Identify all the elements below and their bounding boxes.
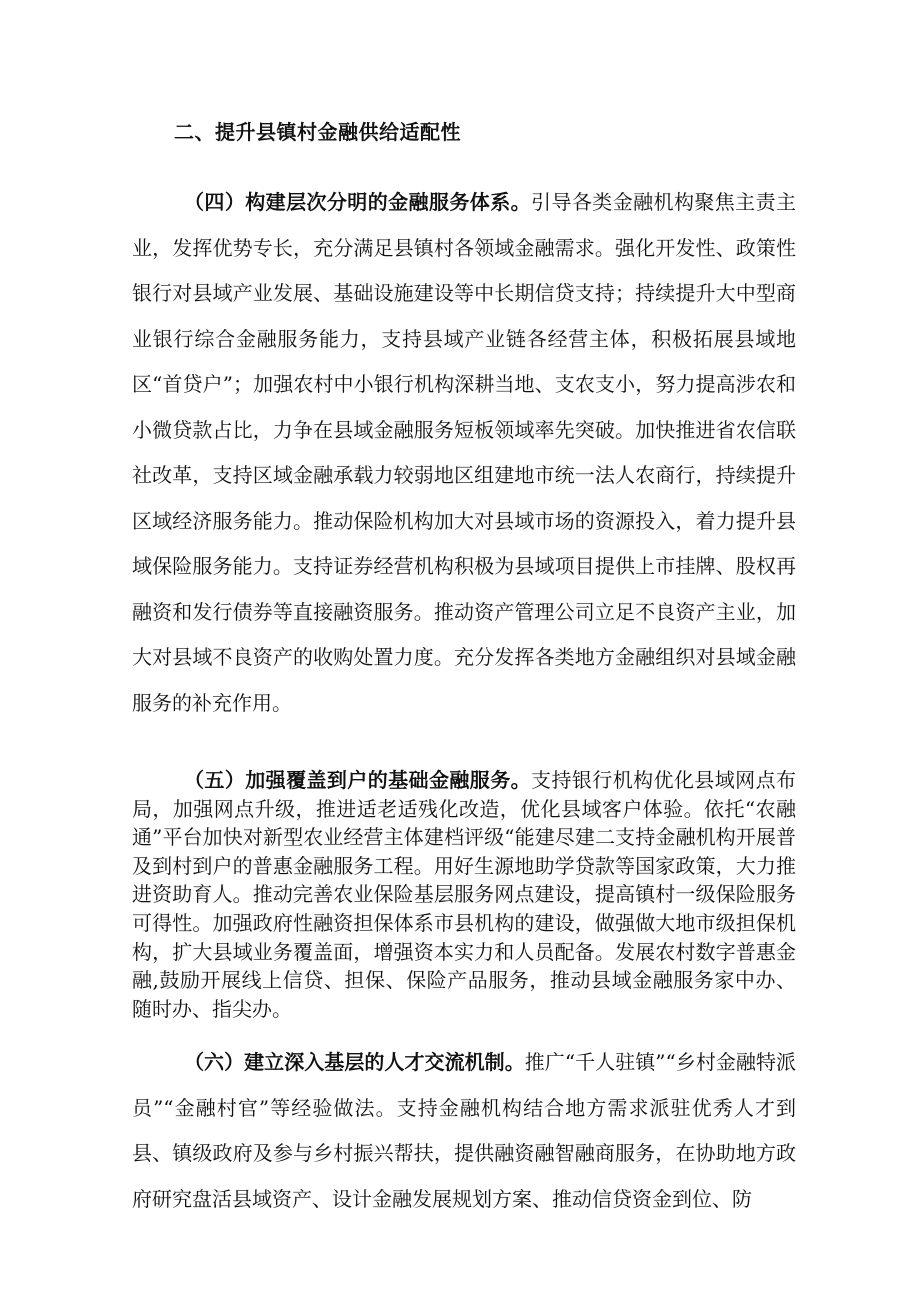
paragraph-5: [132, 766, 796, 1023]
paragraph-4: [132, 180, 796, 726]
paragraph-6-lead: （六）建立深入基层的人才交流机制。: [184, 1050, 525, 1074]
paragraph-5-body: 支持银行机构优化县域网点布局，加强网点升级，推进适老适残化改造，优化县域客户体验。依托“农融通”平台加快对新型农业经营主体建档评级“能建尽建二支持金融机构开展普及到村到户的普惠金融服务工程。用好生源地助学贷款等国家政策，大力推进资助育人。推动完善农业保险基层服务网点建设，提高镇村一级保险服务可得性。加强政府性融资担保体系市县机构的建设，做强做大地市级担保机构，扩大县域业务覆盖面，增强资本实力和人员配备。发展农村数字普惠金融,鼓励开展线上信贷、担保、保险产品服务，推动县域金融服务家中办、随时办、指尖办。: [132, 768, 797, 1021]
paragraph-5-lead: （五）加强覆盖到户的基础金融服务。: [184, 768, 532, 792]
paragraph-6: [132, 1040, 796, 1222]
paragraph-4-lead: （四）构建层次分明的金融服务体系。: [184, 190, 532, 214]
section-heading: 二、提升县镇村金融供给适配性: [174, 120, 461, 144]
paragraph-4-body: 引导各类金融机构聚焦主责主业，发挥优势专长，充分满足县镇村各领域金融需求。强化开发性、政策性银行对县域产业发展、基础设施建设等中长期信贷支持；持续提升大中型商业银行综合金融服务能力，支持县域产业链各经营主体，积极拓展县域地区“首贷户”；加强农村中小银行机构深耕当地、支农支小，努力提高涉农和小微贷款占比，力争在县域金融服务短板领域率先突破。加快推进省农信联社改革，支持区域金融承载力较弱地区组建地市统一法人农商行，持续提升区域经济服务能力。推动保险机构加大对县域市场的资源投入，着力提升县域保险服务能力。支持证券经营机构积极为县域项目提供上市挂牌、股权再融资和发行债券等直接融资服务。推动资产管理公司立足不良资产主业，加大对县域不良资产的收购处置力度。充分发挥各类地方金融组织对县域金融服务的补充作用。: [132, 190, 797, 715]
paragraph-6-body: 推广“千人驻镇”“乡村金融特派员”“金融村官”等经验做法。支持金融机构结合地方需求派驻优秀人才到县、镇级政府及参与乡村振兴帮扶，提供融资融智融商服务，在协助地方政府研究盘活县域资产、设计金融发展规划方案、推动信贷资金到位、防: [132, 1050, 796, 1211]
